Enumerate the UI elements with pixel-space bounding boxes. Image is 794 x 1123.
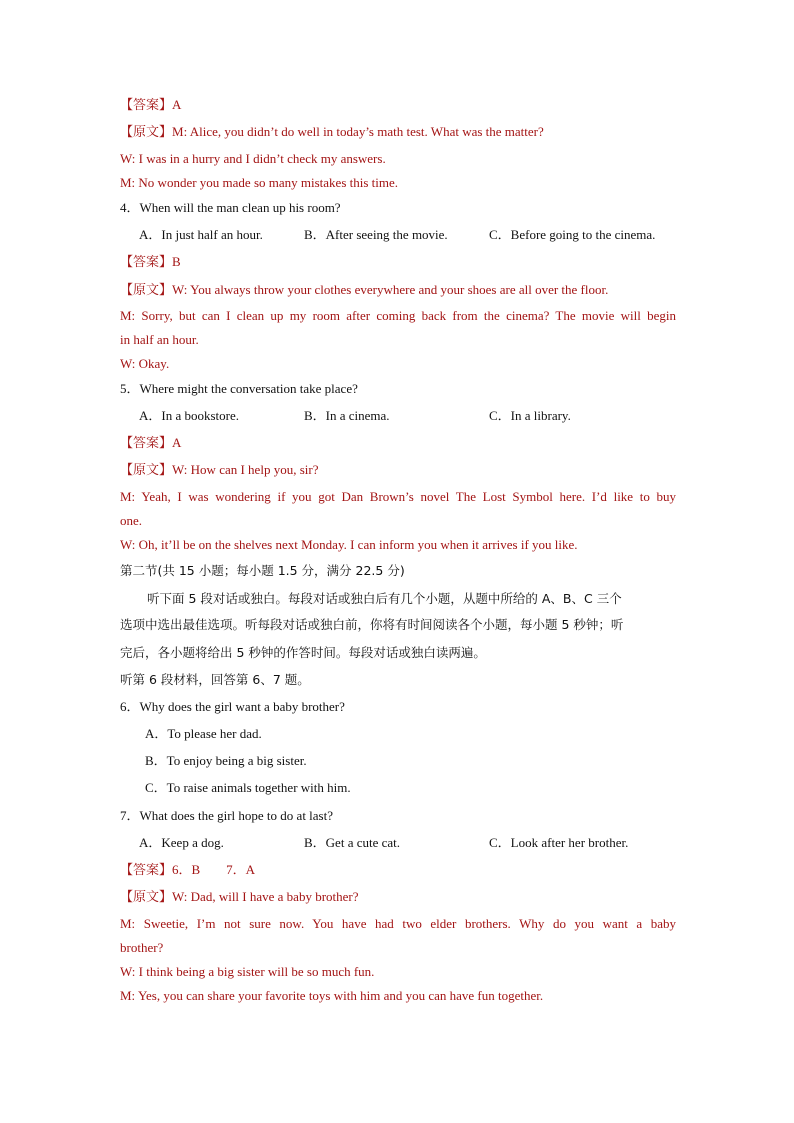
question-4-options: [120, 227, 676, 243]
q7-option-c: C．Look after her brother.: [489, 835, 629, 850]
transcript-67-line-2a: M: Sweetie, I’m not sure now. You have had two elder brothers. Why do you want a baby: [120, 916, 676, 931]
question-5: 5．Where might the conversation take place?: [120, 381, 358, 396]
material-6-heading: 听第 6 段材料，回答第 6、7 题。: [120, 672, 310, 687]
question-6: 6．Why does the girl want a baby brother?: [120, 699, 345, 714]
section-2-instructions-2: 选项中选出最佳选项。听每段对话或独白前，你将有时间阅读各个小题，每小题 5 秒钟；听: [120, 617, 624, 632]
answer-6-7: 【答案】6．B 7．A: [120, 862, 256, 877]
transcript-67-line-3: W: I think being a big sister will be so much fun.: [120, 964, 375, 979]
q7-option-b: B．Get a cute cat.: [304, 835, 401, 850]
transcript-5-line-2b: one.: [120, 513, 143, 528]
transcript-3-line-2: W: I was in a hurry and I didn’t check my answers.: [120, 151, 386, 166]
q4-option-a: A．In just half an hour.: [139, 227, 263, 242]
transcript-4-line-1: 【原文】W: You always throw your clothes everywhere and your shoes are all over the floor.: [120, 282, 609, 297]
section-2-instructions-3: 完后，各小题将给出 5 秒钟的作答时间。每段对话或独白读两遍。: [120, 645, 486, 660]
transcript-3-line-3: M: No wonder you made so many mistakes this time.: [120, 175, 399, 190]
transcript-4-line-2a: M: Sorry, but can I clean up my room after coming back from the cinema? The movie will begin: [120, 308, 676, 323]
transcript-label: 【原文】: [120, 124, 173, 139]
answer-4: 【答案】B: [120, 254, 181, 269]
question-5-options: [120, 408, 676, 424]
question-7: 7．What does the girl hope to do at last?: [120, 808, 334, 823]
q6-option-c: C．To raise animals together with him.: [145, 780, 351, 795]
section-2-title: 第二节(共 15 小题；每小题 1.5 分，满分 22.5 分): [120, 563, 405, 578]
q5-option-a: A．In a bookstore.: [139, 408, 240, 423]
q6-option-b: B．To enjoy being a big sister.: [145, 753, 307, 768]
transcript-label: 【原文】: [120, 282, 173, 297]
transcript-4-line-2b: in half an hour.: [120, 332, 199, 347]
transcript-67-line-1: 【原文】W: Dad, will I have a baby brother?: [120, 889, 359, 904]
q7-option-a: A．Keep a dog.: [139, 835, 224, 850]
q4-option-c: C．Before going to the cinema.: [489, 227, 656, 242]
q4-option-b: B．After seeing the movie.: [304, 227, 448, 242]
q5-option-c: C．In a library.: [489, 408, 571, 423]
transcript-label: 【原文】: [120, 462, 173, 477]
transcript-67-line-4: M: Yes, you can share your favorite toys with him and you can have fun together.: [120, 988, 544, 1003]
transcript-label: 【原文】: [120, 889, 173, 904]
answer-5: 【答案】A: [120, 435, 182, 450]
transcript-3-line-1: 【原文】M: Alice, you didn’t do well in today’s math test. What was the matter?: [120, 124, 544, 139]
transcript-67-line-2b: brother?: [120, 940, 164, 955]
question-4: 4．When will the man clean up his room?: [120, 200, 341, 215]
q6-option-a: A．To please her dad.: [145, 726, 262, 741]
transcript-5-line-2a: M: Yeah, I was wondering if you got Dan Brown’s novel The Lost Symbol here. I’d like to buy: [120, 489, 676, 504]
q5-option-b: B．In a cinema.: [304, 408, 390, 423]
answer-3: 【答案】A: [120, 97, 182, 112]
question-7-options: [120, 835, 676, 851]
transcript-4-line-3: W: Okay.: [120, 356, 170, 371]
transcript-5-line-1: 【原文】W: How can I help you, sir?: [120, 462, 319, 477]
transcript-5-line-3: W: Oh, it’ll be on the shelves next Monday. I can inform you when it arrives if you like.: [120, 537, 578, 552]
section-2-instructions-1: 听下面 5 段对话或独白。每段对话或独白后有几个小题，从题中所给的 A、B、C 三个: [147, 591, 622, 606]
